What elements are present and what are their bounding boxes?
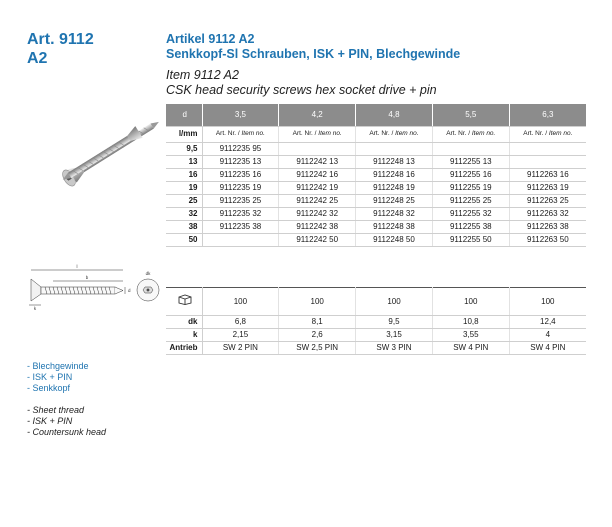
k-cell: 2,15: [202, 329, 279, 342]
article-number: [27, 30, 137, 68]
article-number-cell: 9112235 32: [202, 207, 279, 220]
drawing-label-b: b: [85, 275, 89, 280]
dk-label: dk: [166, 316, 202, 329]
length-cell: 25: [166, 194, 202, 207]
k-label: k: [166, 329, 202, 342]
packaging-cell: 100: [202, 288, 279, 316]
features-english: [27, 405, 106, 438]
article-number-cell: 9112248 25: [356, 194, 433, 207]
feature-item: - Countersunk head: [27, 427, 107, 437]
article-number-cell: [279, 142, 356, 155]
article-number-cell: 9112242 16: [279, 168, 356, 181]
article-number-cell: 9112235 16: [202, 168, 279, 181]
length-cell: 16: [166, 168, 202, 181]
dk-cell: 12,4: [509, 316, 586, 329]
product-heading: [166, 32, 596, 98]
art-no-header: [202, 126, 279, 142]
art-no-en: Item no.: [395, 130, 419, 137]
article-number-cell: [509, 142, 586, 155]
table-row: [166, 233, 586, 246]
article-number-cell: 9112263 32: [509, 207, 586, 220]
article-number-line1: Art. 9112: [27, 31, 94, 48]
art-no-header: [356, 126, 433, 142]
art-no-de: Art. Nr. /: [369, 130, 394, 137]
screw-short: [59, 126, 143, 186]
feature-item: - Sheet thread: [27, 405, 85, 415]
article-number-cell: 9112263 19: [509, 181, 586, 194]
technical-drawing: [27, 263, 161, 313]
drawing-label-d: d: [128, 288, 131, 293]
packaging-row: [166, 288, 586, 316]
dk-cell: 10,8: [432, 316, 509, 329]
heading-en-desc: CSK head security screws hex socket drive + pin: [166, 83, 437, 97]
drive-cell: SW 4 PIN: [509, 342, 586, 355]
article-number-cell: [356, 142, 433, 155]
article-number-cell: 9112263 25: [509, 194, 586, 207]
product-photo: [27, 106, 161, 206]
art-no-en: Item no.: [471, 130, 496, 137]
packaging-label: [166, 288, 202, 316]
art-no-en: Item no.: [318, 130, 342, 137]
column-header-row: [166, 126, 586, 142]
article-number-cell: 9112248 19: [356, 181, 433, 194]
article-number-cell: 9112242 32: [279, 207, 356, 220]
article-number-cell: 9112263 50: [509, 233, 586, 246]
k-cell: 3,55: [432, 329, 509, 342]
art-no-de: Art. Nr. /: [446, 130, 471, 137]
feature-item: - ISK + PIN: [27, 372, 73, 382]
k-row: [166, 329, 586, 342]
packaging-cell: 100: [279, 288, 356, 316]
article-number-cell: 9112235 95: [202, 142, 279, 155]
length-cell: 32: [166, 207, 202, 220]
dimensions-table: [166, 287, 586, 355]
article-number-cell: [509, 155, 586, 168]
article-number-cell: 9112255 38: [432, 220, 509, 233]
packaging-cell: 100: [432, 288, 509, 316]
article-number-cell: 9112263 38: [509, 220, 586, 233]
heading-de-desc: Senkkopf-Sl Schrauben, ISK + PIN, Blechgewinde: [166, 47, 461, 61]
diameter-header-row: [166, 104, 586, 126]
k-cell: 3,15: [356, 329, 433, 342]
drawing-label-k: k: [33, 306, 37, 311]
article-number-cell: 9112235 25: [202, 194, 279, 207]
table-row: [166, 194, 586, 207]
heading-en-title: Item 9112 A2: [166, 68, 239, 82]
length-cell: 38: [166, 220, 202, 233]
article-number-cell: 9112248 50: [356, 233, 433, 246]
drawing-label-l: l: [76, 264, 78, 269]
dk-row: [166, 316, 586, 329]
article-number-cell: 9112263 16: [509, 168, 586, 181]
art-no-header: [432, 126, 509, 142]
drive-cell: SW 2 PIN: [202, 342, 279, 355]
k-cell: 4: [509, 329, 586, 342]
table-row: [166, 207, 586, 220]
feature-item: - Senkkopf: [27, 383, 71, 393]
article-number-line2: A2: [27, 50, 48, 67]
table-row: [166, 181, 586, 194]
article-number-cell: 9112242 50: [279, 233, 356, 246]
heading-de-title: Artikel 9112 A2: [166, 32, 255, 46]
article-number-cell: 9112255 25: [432, 194, 509, 207]
article-number-cell: 9112235 13: [202, 155, 279, 168]
dk-cell: 6,8: [202, 316, 279, 329]
drive-cell: SW 2,5 PIN: [279, 342, 356, 355]
length-cell: 13: [166, 155, 202, 168]
features-german: [27, 361, 89, 394]
diameter-cell: 3,5: [202, 104, 279, 126]
dk-cell: 8,1: [279, 316, 356, 329]
length-cell: 50: [166, 233, 202, 246]
article-number-cell: 9112255 19: [432, 181, 509, 194]
k-cell: 2,6: [279, 329, 356, 342]
diameter-cell: 4,2: [279, 104, 356, 126]
feature-item: - ISK + PIN: [27, 416, 73, 426]
drawing-label-dk: dk: [145, 271, 151, 276]
article-number-cell: 9112242 19: [279, 181, 356, 194]
length-label: l/mm: [166, 126, 202, 142]
article-number-cell: 9112235 38: [202, 220, 279, 233]
dk-cell: 9,5: [356, 316, 433, 329]
diameter-cell: 6,3: [509, 104, 586, 126]
article-number-cell: 9112255 50: [432, 233, 509, 246]
length-cell: 19: [166, 181, 202, 194]
article-number-cell: 9112242 38: [279, 220, 356, 233]
article-number-cell: 9112255 13: [432, 155, 509, 168]
diameter-cell: 4,8: [356, 104, 433, 126]
art-no-header: [509, 126, 586, 142]
table-row: [166, 155, 586, 168]
table-row: [166, 168, 586, 181]
article-number-cell: 9112248 32: [356, 207, 433, 220]
article-number-cell: 9112248 16: [356, 168, 433, 181]
article-number-cell: 9112255 32: [432, 207, 509, 220]
diameter-cell: 5,5: [432, 104, 509, 126]
article-number-cell: 9112248 38: [356, 220, 433, 233]
drive-row: [166, 342, 586, 355]
article-number-cell: [202, 233, 279, 246]
art-no-en: Item no.: [241, 130, 265, 137]
article-number-cell: 9112248 13: [356, 155, 433, 168]
packaging-cell: 100: [356, 288, 433, 316]
art-no-de: Art. Nr. /: [523, 130, 548, 137]
drive-label: Antrieb: [166, 342, 202, 355]
article-number-table: [166, 104, 586, 247]
article-number-cell: 9112242 13: [279, 155, 356, 168]
art-no-en: Item no.: [548, 130, 573, 137]
drive-cell: SW 4 PIN: [432, 342, 509, 355]
packaging-cell: 100: [509, 288, 586, 316]
art-no-de: Art. Nr. /: [215, 130, 240, 137]
article-number-cell: 9112235 19: [202, 181, 279, 194]
feature-item: - Blechgewinde: [27, 361, 89, 371]
table-row: [166, 220, 586, 233]
diameter-label: d: [166, 104, 202, 126]
table-row: [166, 142, 586, 155]
drive-cell: SW 3 PIN: [356, 342, 433, 355]
article-number-cell: [432, 142, 509, 155]
article-number-cell: 9112255 16: [432, 168, 509, 181]
art-no-de: Art. Nr. /: [292, 130, 317, 137]
box-icon: [178, 294, 192, 305]
article-number-cell: 9112242 25: [279, 194, 356, 207]
length-cell: 9,5: [166, 142, 202, 155]
art-no-header: [279, 126, 356, 142]
